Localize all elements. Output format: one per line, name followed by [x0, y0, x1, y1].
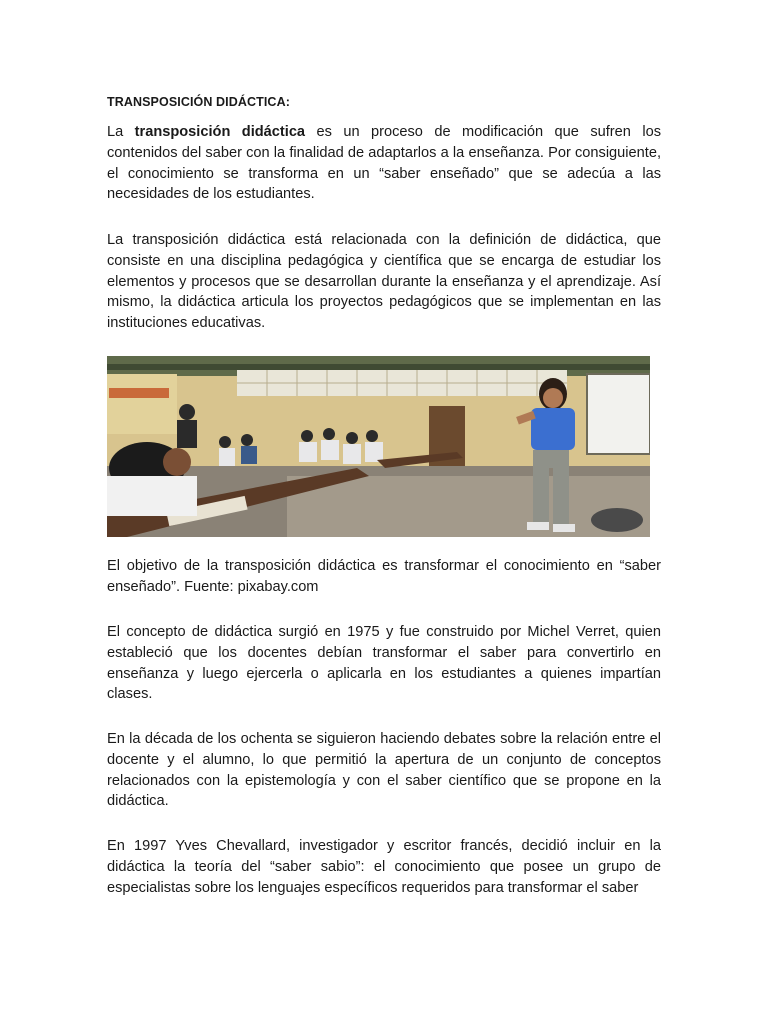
paragraph-chevallard: En 1997 Yves Chevallard, investigador y escritor francés, decidió incluir en la didáctica la teoría del “saber sabio”: el conocimiento que posee un grupo de especialistas sobre los lenguajes específicos requeridos para transformar el saber [107, 838, 661, 896]
paragraph-relation: La transposición didáctica está relacionada con la definición de didáctica, que consiste en una disciplina pedagógica y científica que se encarga de estudiar los elementos y procesos que se desarrollan durante la enseñanza y el aprendizaje. Así mismo, la didáctica articula los proyectos pedagógicos que se implementan en las instituciones educativas. [107, 232, 661, 332]
paragraph-definition [107, 122, 661, 205]
photo-caption: El objetivo de la transposición didáctica es transformar el conocimiento en “saber enseñado”. Fuente: pixabay.com [107, 558, 661, 595]
paragraph-definition-lead: La [107, 124, 135, 140]
paragraph-origin: El concepto de didáctica surgió en 1975 y fue construido por Michel Verret, quien estableció que los docentes debían transformar el saber para convertirlo en enseñanza y luego ejercerla o aplicarla en los estudiantes a quienes impartían clases. [107, 624, 661, 703]
paragraph-definition-rest: es un proceso de modificación que sufren los contenidos del saber con la finalidad de adaptarlos a la enseñanza. Por consiguiente, el conocimiento se transforma en un “saber enseñado” que se adecúa a las necesidades de los estudiantes. [107, 124, 661, 203]
bold-term: transposición didáctica [134, 124, 306, 140]
page-title: TRANSPOSICIÓN DIDÁCTICA: [107, 95, 290, 109]
paragraph-eighties: En la década de los ochenta se siguieron haciendo debates sobre la relación entre el docente y el alumno, lo que permitió la apertura de un conjunto de conceptos relacionados con la epistemología y con el saber científico que se propone en la didáctica. [107, 731, 661, 810]
classroom-photo [107, 356, 650, 537]
